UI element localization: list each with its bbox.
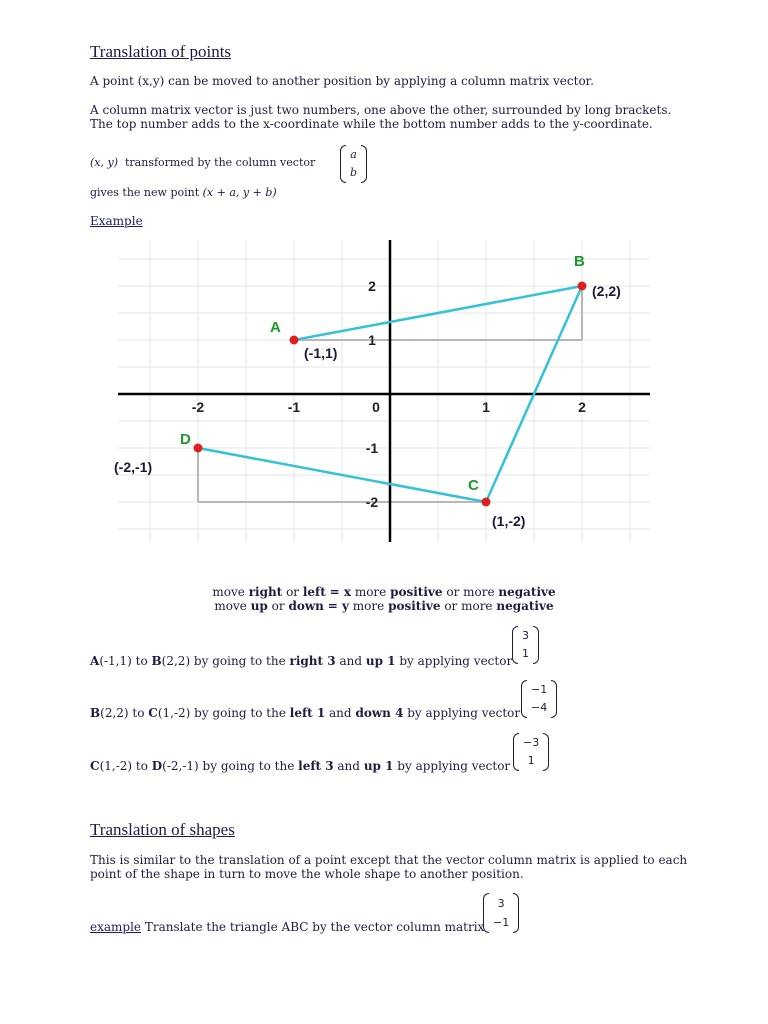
move-a-dir1: right 3 — [289, 654, 336, 668]
formula-text: transformed by the column vector — [125, 156, 316, 169]
rule-x-left: left — [302, 585, 326, 599]
move-c-to-coords: (-2,-1) by going to the — [162, 759, 295, 773]
point-d — [194, 444, 203, 453]
move-a-and: and — [339, 654, 363, 668]
points — [114, 253, 621, 529]
x-tick-label: 2 — [578, 399, 586, 415]
shapes-paragraph-line1: This is similar to the translation of a point except that the vector column matrix is applied to each — [90, 853, 688, 867]
shapes-example-vector-top: 3 — [497, 896, 505, 910]
shapes-example-vector — [483, 893, 519, 933]
section-title-translation-of-points: Translation of points — [90, 42, 232, 61]
shapes-example-link[interactable]: example — [90, 920, 142, 934]
move-b-dir1: left 1 — [289, 706, 326, 720]
move-c-tail: by applying vector — [397, 759, 511, 773]
formula-transform-line — [90, 156, 315, 170]
rule-y-or-more: or more — [444, 599, 493, 613]
rule-x-eq: = — [329, 585, 344, 599]
rule-x-or-more: or more — [446, 585, 495, 599]
vector-a-to-b-bottom: 1 — [522, 647, 529, 660]
move-b-to-c — [90, 706, 520, 720]
rule-y-var: y — [341, 599, 349, 613]
move-b-dir2: down 4 — [355, 706, 404, 720]
x-tick-label: 1 — [482, 399, 490, 415]
vector-b-to-c-bottom: −4 — [531, 701, 548, 714]
intro-paragraph: A point (x,y) can be moved to another position by applying a column matrix vector. — [90, 74, 594, 88]
point-c — [482, 498, 491, 507]
rule-y-down: down — [288, 599, 324, 613]
rule-x-move: move — [212, 585, 245, 599]
move-a-dir2: up 1 — [365, 654, 396, 668]
y-tick-label: -1 — [365, 440, 379, 456]
move-b-to: C — [148, 706, 158, 720]
x-tick-label: -2 — [191, 399, 205, 415]
move-a-from-coords: (-1,1) to — [99, 654, 148, 668]
move-a-to-coords: (2,2) by going to the — [161, 654, 286, 668]
shapes-paragraph-line2: point of the shape in turn to move the whole shape to another position. — [90, 867, 524, 881]
point-c-letter: C — [468, 477, 479, 494]
vector-a-to-b-top: 3 — [522, 629, 529, 642]
rule-y-more: more — [352, 599, 385, 613]
shapes-example-text: Translate the triangle ABC by the vector column matrix — [144, 920, 485, 934]
move-b-tail: by applying vector — [407, 706, 521, 720]
vector-c-to-d-top: −3 — [523, 736, 540, 749]
point-d-coords: (-2,-1) — [114, 459, 153, 475]
rule-x-var: x — [343, 585, 351, 599]
rule-y-up: up — [250, 599, 268, 613]
y-tick-label: 2 — [368, 278, 376, 294]
move-c-and: and — [337, 759, 360, 773]
y-tick-label: -2 — [365, 494, 379, 510]
gives-point: (x + a, y + b) — [202, 186, 277, 199]
vector-a-to-b — [512, 626, 539, 664]
rule-x-right: right — [248, 585, 283, 599]
vector-c-to-d — [513, 733, 549, 771]
point-a — [290, 336, 299, 345]
rule-y-or: or — [271, 599, 285, 613]
move-c-to: D — [151, 759, 163, 773]
move-b-from-coords: (2,2) to — [100, 706, 145, 720]
move-b-from: B — [90, 706, 101, 720]
rule-y-move: move — [214, 599, 247, 613]
point-b-coords: (2,2) — [592, 283, 621, 299]
point-b — [578, 282, 587, 291]
column-vector-description-line2: The top number adds to the x-coordinate while the bottom number adds to the y-coordinate. — [90, 117, 653, 131]
rule-line-x — [0, 585, 768, 599]
rule-line-y — [0, 599, 768, 613]
move-a-tail: by applying vector — [399, 654, 513, 668]
move-c-dir1: left 3 — [298, 759, 334, 773]
move-a-to-b — [90, 654, 512, 668]
rule-y-eq: = — [327, 599, 342, 613]
point-b-letter: B — [574, 253, 585, 270]
rule-x-positive: positive — [390, 585, 443, 599]
example-link[interactable]: Example — [90, 214, 143, 228]
formula-vector-bottom: b — [350, 166, 358, 179]
point-d-letter: D — [180, 431, 191, 448]
shapes-example-vector-bottom: −1 — [493, 915, 510, 929]
move-c-from-coords: (1,-2) to — [99, 759, 148, 773]
move-c-from: C — [90, 759, 100, 773]
coordinate-graph — [114, 240, 650, 542]
column-vector-description-line1: A column matrix vector is just two numbers, one above the other, surrounded by long brackets. — [90, 103, 672, 117]
rule-x-more: more — [354, 585, 387, 599]
shapes-example-line — [90, 920, 484, 934]
formula-point: (x, y) — [90, 156, 118, 169]
point-a-letter: A — [270, 319, 281, 336]
move-c-dir2: up 1 — [363, 759, 394, 773]
rule-x-negative: negative — [498, 585, 556, 599]
rule-x-or: or — [286, 585, 300, 599]
vector-b-to-c-top: −1 — [531, 683, 548, 696]
move-a-from: A — [90, 654, 100, 668]
gives-new-point-line — [90, 186, 277, 200]
point-c-coords: (1,-2) — [492, 513, 526, 529]
x-tick-label: 0 — [372, 399, 380, 415]
vector-b-to-c — [521, 680, 557, 718]
move-b-and: and — [329, 706, 352, 720]
point-a-coords: (-1,1) — [304, 345, 338, 361]
move-c-to-d — [90, 759, 510, 773]
vector-c-to-d-bottom: 1 — [527, 754, 535, 767]
section-title-translation-of-shapes: Translation of shapes — [90, 820, 235, 839]
x-tick-label: -1 — [287, 399, 301, 415]
rule-y-positive: positive — [388, 599, 441, 613]
rule-y-negative: negative — [496, 599, 554, 613]
y-tick-label: 1 — [368, 332, 376, 348]
gives-text: gives the new point — [90, 186, 200, 199]
move-b-to-coords: (1,-2) by going to the — [157, 706, 286, 720]
move-a-to: B — [151, 654, 162, 668]
formula-column-vector — [340, 145, 367, 183]
formula-vector-top: a — [350, 148, 357, 161]
